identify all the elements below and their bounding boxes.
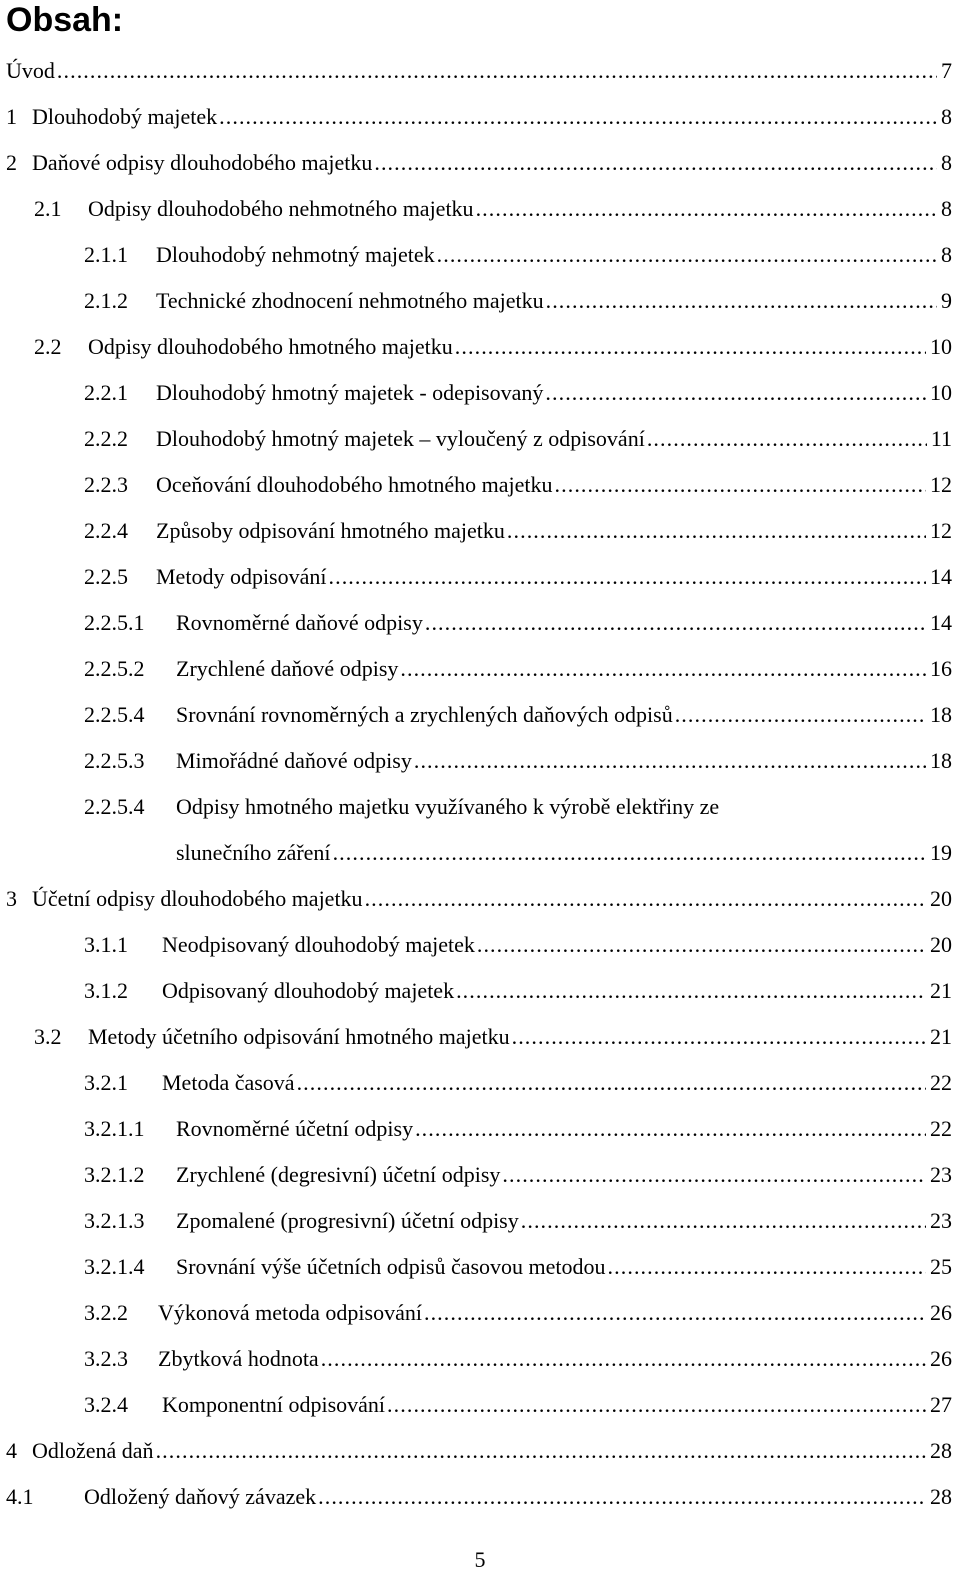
dot-leader [333, 838, 926, 868]
toc-entry-number: 3.2.1 [84, 1070, 128, 1095]
toc-entry-number: 1 [6, 104, 17, 129]
toc-entry-number: 2.2.5 [84, 564, 128, 589]
toc-entry-page: 27 [930, 1392, 952, 1417]
toc-entry-title: Účetní odpisy dlouhodobého majetku [32, 886, 363, 911]
toc-entry[interactable] [0, 976, 952, 1006]
dot-leader [415, 1114, 926, 1144]
dot-leader [456, 976, 926, 1006]
dot-leader [329, 562, 927, 592]
toc-entry[interactable] [0, 1298, 952, 1328]
toc-entry-page: 20 [930, 886, 952, 911]
toc-entry-page: 10 [930, 380, 952, 405]
toc-entry-page: 14 [930, 564, 952, 589]
toc-entry-number: 4.1 [6, 1484, 34, 1509]
toc-entry-page: 26 [930, 1300, 952, 1325]
toc-entry-number: 3.2.4 [84, 1392, 128, 1417]
toc-entry-title: Dlouhodobý nehmotný majetek [156, 242, 435, 267]
toc-entry[interactable] [0, 1206, 952, 1236]
toc-entry[interactable] [0, 838, 952, 868]
toc-entry-title: slunečního záření [176, 840, 331, 865]
toc-entry-page: 23 [930, 1162, 952, 1187]
toc-entry-page: 25 [930, 1254, 952, 1279]
toc-entry-number: 2.2.5.4 [84, 702, 145, 727]
toc-entry[interactable] [0, 1436, 952, 1466]
toc-entry-title: Srovnání výše účetních odpisů časovou metodou [176, 1254, 606, 1279]
toc-entry-number: 3.2.1.3 [84, 1208, 145, 1233]
dot-leader [512, 1022, 926, 1052]
toc-entry-page: 16 [930, 656, 952, 681]
toc-entry-title: Výkonová metoda odpisování [158, 1300, 422, 1325]
toc-entry[interactable] [0, 470, 952, 500]
dot-leader [675, 700, 926, 730]
toc-entry-number: 2.1 [34, 196, 62, 221]
dot-leader [374, 148, 937, 178]
toc-entry-page: 28 [930, 1484, 952, 1509]
toc-entry-number: 2.2.1 [84, 380, 128, 405]
dot-leader [546, 286, 937, 316]
toc-entry-number: 3.2.1.2 [84, 1162, 145, 1187]
toc-entry-number: 4 [6, 1438, 17, 1463]
toc-entry-title: Rovnoměrné účetní odpisy [176, 1116, 414, 1141]
dot-leader [608, 1252, 926, 1282]
toc-entry-page: 19 [930, 840, 952, 865]
toc-entry-title: Komponentní odpisování [162, 1392, 386, 1417]
page-number: 5 [474, 1547, 486, 1572]
toc-entry[interactable] [0, 240, 952, 270]
toc-entry-number: 2.2.5.2 [84, 656, 145, 681]
toc-entry-page: 18 [930, 702, 952, 727]
toc-entry-number: 2.2.5.3 [84, 748, 145, 773]
toc-entry-page: 12 [930, 518, 952, 543]
toc-entry[interactable] [0, 1390, 952, 1420]
toc-entry[interactable] [0, 1344, 952, 1374]
toc-entry[interactable] [0, 562, 952, 592]
toc-entry-page: 9 [941, 288, 952, 313]
toc-entry-title: Odložený daňový závazek [84, 1484, 317, 1509]
toc-entry[interactable] [0, 1114, 952, 1144]
toc-entry-title: Technické zhodnocení nehmotného majetku [156, 288, 544, 313]
page-title: Obsah: [6, 1, 124, 39]
toc-entry[interactable] [0, 1482, 952, 1512]
toc-entry-page: 22 [930, 1116, 952, 1141]
toc-entry-page: 10 [930, 334, 952, 359]
toc-entry-title: Zrychlené daňové odpisy [176, 656, 399, 681]
dot-leader [555, 470, 926, 500]
toc-entry-title: Oceňování dlouhodobého hmotného majetku [156, 472, 553, 497]
toc-entry[interactable] [0, 1022, 952, 1052]
dot-leader [219, 102, 937, 132]
dot-leader [647, 424, 927, 454]
toc-entry[interactable] [0, 608, 952, 638]
toc-entry-title: Odpisovaný dlouhodobý majetek [162, 978, 455, 1003]
toc-entry[interactable] [0, 700, 952, 730]
toc-entry[interactable] [0, 1160, 952, 1190]
toc-entry-page: 8 [941, 150, 952, 175]
toc-entry-title: Odložená daň [32, 1438, 154, 1463]
toc-entry-number: 3.2.1.1 [84, 1116, 145, 1141]
toc-entry-page: 18 [930, 748, 952, 773]
dot-leader [455, 332, 926, 362]
toc-entry-page: 20 [930, 932, 952, 957]
dot-leader [521, 1206, 926, 1236]
toc-entry-page: 21 [930, 1024, 952, 1049]
toc-entry-title: Daňové odpisy dlouhodobého majetku [32, 150, 373, 175]
toc-entry-title: Srovnání rovnoměrných a zrychlených daňových odpisů [176, 702, 673, 727]
toc-entry-page: 14 [930, 610, 952, 635]
dot-leader [476, 194, 937, 224]
toc-entry-number: 2.2.2 [84, 426, 128, 451]
toc-entry-number: 3.2.2 [84, 1300, 128, 1325]
toc-entry-title: Zrychlené (degresivní) účetní odpisy [176, 1162, 501, 1187]
toc-entry-number: 3.1.2 [84, 978, 128, 1003]
toc-entry-number: 2.2.5.1 [84, 610, 145, 635]
toc-entry-title: Zbytková hodnota [158, 1346, 319, 1371]
toc-entry-title: Zpomalené (progresivní) účetní odpisy [176, 1208, 519, 1233]
toc-entry-number: 3.2.3 [84, 1346, 128, 1371]
dot-leader [57, 56, 937, 86]
dot-leader [156, 1436, 926, 1466]
toc-entry-number: 2.2 [34, 334, 62, 359]
dot-leader [387, 1390, 926, 1420]
dot-leader [425, 608, 926, 638]
toc-entry-page: 8 [941, 196, 952, 221]
dot-leader [297, 1068, 926, 1098]
toc-entry-number: 2.1.1 [84, 242, 128, 267]
toc-entry-title: Dlouhodobý hmotný majetek - odepisovaný [156, 380, 544, 405]
toc-entry[interactable] [0, 516, 952, 546]
dot-leader [400, 654, 926, 684]
toc-entry[interactable] [0, 102, 952, 132]
toc-entry-title: Odpisy dlouhodobého hmotného majetku [88, 334, 453, 359]
toc-entry-page: 12 [930, 472, 952, 497]
toc-entry-number: 2.1.2 [84, 288, 128, 313]
toc-entry-number: 3.1.1 [84, 932, 128, 957]
toc-entry[interactable] [0, 286, 952, 316]
toc-entry-title: Neodpisovaný dlouhodobý majetek [162, 932, 475, 957]
toc-entry-title: Metoda časová [162, 1070, 295, 1095]
toc-entry[interactable] [0, 746, 952, 776]
dot-leader [318, 1482, 926, 1512]
dot-leader [545, 378, 926, 408]
toc-entry-title: Dlouhodobý hmotný majetek – vyloučený z odpisování [156, 426, 645, 451]
dot-leader [414, 746, 926, 776]
toc-entry-page: 8 [941, 242, 952, 267]
toc-entry[interactable] [0, 1068, 952, 1098]
toc-entry-number: 2.2.4 [84, 518, 128, 543]
toc-entry[interactable] [0, 332, 952, 362]
toc-entry-title: Dlouhodobý majetek [32, 104, 218, 129]
toc-entry-page: 21 [930, 978, 952, 1003]
toc-entry-title: Metody odpisování [156, 564, 327, 589]
toc-entry-number: 3.2 [34, 1024, 62, 1049]
toc-entry-number: 3 [6, 886, 17, 911]
toc-entry-title: Úvod [6, 58, 55, 83]
toc-entry-number: 2.2.5.4 [84, 794, 145, 819]
toc-entry-page: 28 [930, 1438, 952, 1463]
toc-entry-page: 22 [930, 1070, 952, 1095]
dot-leader [437, 240, 937, 270]
toc-entry[interactable] [0, 930, 952, 960]
toc-entry-title: Odpisy hmotného majetku využívaného k výrobě elektřiny ze [176, 794, 720, 819]
toc-entry-page: 11 [930, 426, 952, 451]
toc-entry-number: 2.2.3 [84, 472, 128, 497]
toc-entry-title: Odpisy dlouhodobého nehmotného majetku [88, 196, 474, 221]
toc-entry-page: 23 [930, 1208, 952, 1233]
toc-entry-page: 26 [930, 1346, 952, 1371]
toc-entry-page: 8 [941, 104, 952, 129]
toc-entry[interactable] [0, 1252, 952, 1282]
dot-leader [507, 516, 926, 546]
toc-entry[interactable] [0, 378, 952, 408]
toc-entry-title: Metody účetního odpisování hmotného majetku [88, 1024, 510, 1049]
dot-leader [502, 1160, 926, 1190]
toc-entry-title: Způsoby odpisování hmotného majetku [156, 518, 505, 543]
toc-entry-title: Mimořádné daňové odpisy [176, 748, 412, 773]
toc-entry[interactable] [0, 56, 952, 86]
toc-entry[interactable] [0, 148, 952, 178]
toc-entry-page: 7 [941, 58, 952, 83]
toc-entry[interactable] [0, 424, 952, 454]
toc-entry-number: 2 [6, 150, 17, 175]
dot-leader [321, 1344, 926, 1374]
toc-entry-title: Rovnoměrné daňové odpisy [176, 610, 423, 635]
toc-entry[interactable] [0, 194, 952, 224]
toc-entry-number: 3.2.1.4 [84, 1254, 145, 1279]
dot-leader [365, 884, 926, 914]
dot-leader [424, 1298, 926, 1328]
toc-entry[interactable] [0, 654, 952, 684]
toc-entry[interactable] [0, 884, 952, 914]
dot-leader [477, 930, 926, 960]
